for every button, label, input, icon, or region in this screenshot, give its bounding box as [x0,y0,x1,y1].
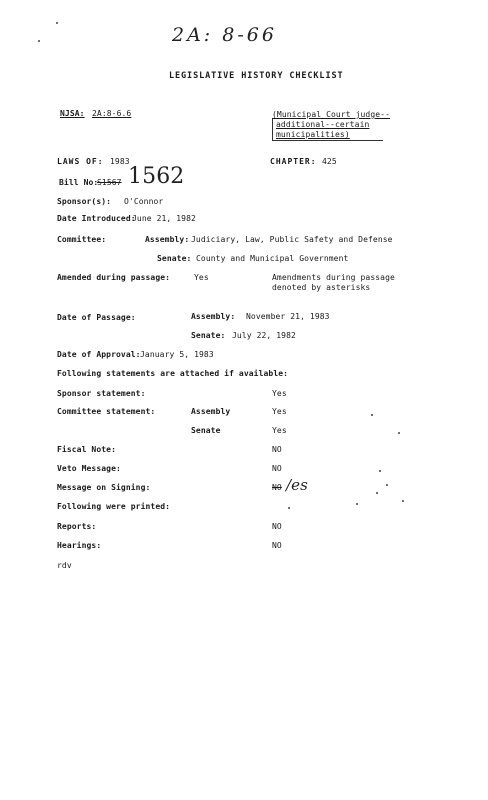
chapter-value: 425 [322,157,337,166]
subject-line-2: additional--certain [276,120,370,129]
fiscal-note-value: NO [272,445,282,454]
sponsor-value: O'Connor [124,197,164,206]
bill-no-handwritten: 1562 [128,164,185,189]
subject-line-1: (Municipal Court judge-- [272,110,390,119]
passage-senate-label: Senate: [191,331,226,340]
subject-bracket [272,119,383,141]
margin-mark [38,40,40,42]
message-on-signing-label: Message on Signing: [57,483,151,492]
scan-mark [402,500,404,502]
subject-line-3: municipalities) [276,130,350,139]
attached-statements-heading: Following statements are attached if available: [57,369,289,378]
laws-of-label: LAWS OF: [57,157,104,166]
sponsor-statement-label: Sponsor statement: [57,389,146,398]
document-title: LEGISLATIVE HISTORY CHECKLIST [169,71,344,81]
amended-note-line-2: denoted by asterisks [272,283,371,292]
signing-handwritten-note: /es [286,476,308,494]
committee-senate-label: Senate: [157,254,192,263]
hearings-label: Hearings: [57,541,102,550]
committee-statement-label: Committee statement: [57,407,156,416]
committee-label: Committee: [57,235,107,244]
message-on-signing-value: NO [272,483,282,492]
reports-label: Reports: [57,522,97,531]
clerk-initials: rdv [57,561,72,570]
committee-statement-assembly-label: Assembly [191,407,231,416]
committee-assembly-value: Judiciary, Law, Public Safety and Defense [191,235,393,244]
scan-mark [371,414,373,416]
scan-mark [376,492,378,494]
date-of-approval-value: January 5, 1983 [140,350,214,359]
scan-mark [379,470,381,472]
hearings-value: NO [272,541,282,550]
date-of-passage-label: Date of Passage: [57,313,136,322]
date-of-approval-label: Date of Approval: [57,350,141,359]
passage-assembly-label: Assembly: [191,312,236,321]
printed-heading: Following were printed: [57,502,171,511]
bill-no-struck: S1567 [97,178,122,187]
njsa-value: 2A:8-6.6 [92,109,132,118]
scan-mark [398,432,400,434]
laws-of-value: 1983 [110,157,130,166]
chapter-label: CHAPTER: [270,157,317,166]
date-introduced-label: Date Introduced: [57,214,136,223]
scan-mark [288,507,290,509]
date-introduced-value: June 21, 1982 [132,214,196,223]
scan-mark [386,484,388,486]
reports-value: NO [272,522,282,531]
passage-assembly-value: November 21, 1983 [246,312,330,321]
veto-message-label: Veto Message: [57,464,121,473]
amended-label: Amended during passage: [57,273,171,282]
committee-statement-senate-label: Senate [191,426,221,435]
amended-note-line-1: Amendments during passage [272,273,395,282]
amended-value: Yes [194,273,209,282]
committee-assembly-label: Assembly: [145,235,190,244]
fiscal-note-label: Fiscal Note: [57,445,116,454]
sponsor-label: Sponsor(s): [57,197,112,206]
committee-statement-senate-value: Yes [272,426,287,435]
njsa-label: NJSA: [60,109,85,118]
margin-mark [56,22,58,24]
passage-senate-value: July 22, 1982 [232,331,296,340]
committee-statement-assembly-value: Yes [272,407,287,416]
sponsor-statement-value: Yes [272,389,287,398]
scan-mark [356,503,358,505]
veto-message-value: NO [272,464,282,473]
bill-no-label: Bill No: [59,178,99,187]
handwritten-reference: 2A: 8-66 [172,24,277,46]
committee-senate-value: County and Municipal Government [196,254,349,263]
